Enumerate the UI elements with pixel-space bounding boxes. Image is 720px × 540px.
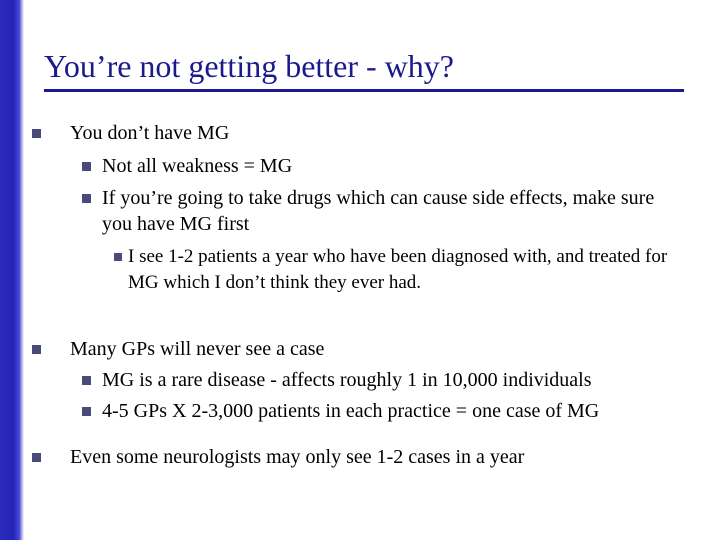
sub-bullet-item — [102, 185, 682, 237]
left-accent-bar — [0, 0, 24, 540]
bullet-text: You don’t have MG — [70, 122, 230, 144]
sub-bullet-item — [102, 367, 682, 393]
sub-sub-bullet-item — [128, 244, 678, 296]
sub-bullet-item — [102, 398, 682, 424]
bullet-text: Not all weakness = MG — [102, 155, 293, 177]
square-bullet-icon — [32, 453, 41, 462]
sub-bullet-item — [102, 153, 682, 179]
bullet-item — [70, 444, 680, 470]
square-bullet-icon — [32, 345, 41, 354]
square-bullet-icon — [114, 253, 122, 261]
square-bullet-icon — [32, 129, 41, 138]
square-bullet-icon — [82, 407, 91, 416]
bullet-item — [70, 120, 680, 146]
square-bullet-icon — [82, 162, 91, 171]
square-bullet-icon — [82, 376, 91, 385]
bullet-text: 4-5 GPs X 2-3,000 patients in each practice = one case of MG — [102, 400, 600, 422]
bullet-text: MG is a rare disease - affects roughly 1 in 10,000 individuals — [102, 369, 592, 391]
bullet-text: Many GPs will never see a case — [70, 338, 325, 360]
slide-title: You’re not getting better - why? — [44, 48, 454, 84]
title-underline — [44, 89, 684, 92]
bullet-item — [70, 336, 680, 362]
bullet-text: I see 1-2 patients a year who have been diagnosed with, and treated for MG which I don’t think they ever had. — [128, 246, 668, 293]
square-bullet-icon — [82, 194, 91, 203]
bullet-text: If you’re going to take drugs which can cause side effects, make sure you have MG first — [102, 187, 655, 235]
bullet-text: Even some neurologists may only see 1-2 cases in a year — [70, 446, 525, 468]
